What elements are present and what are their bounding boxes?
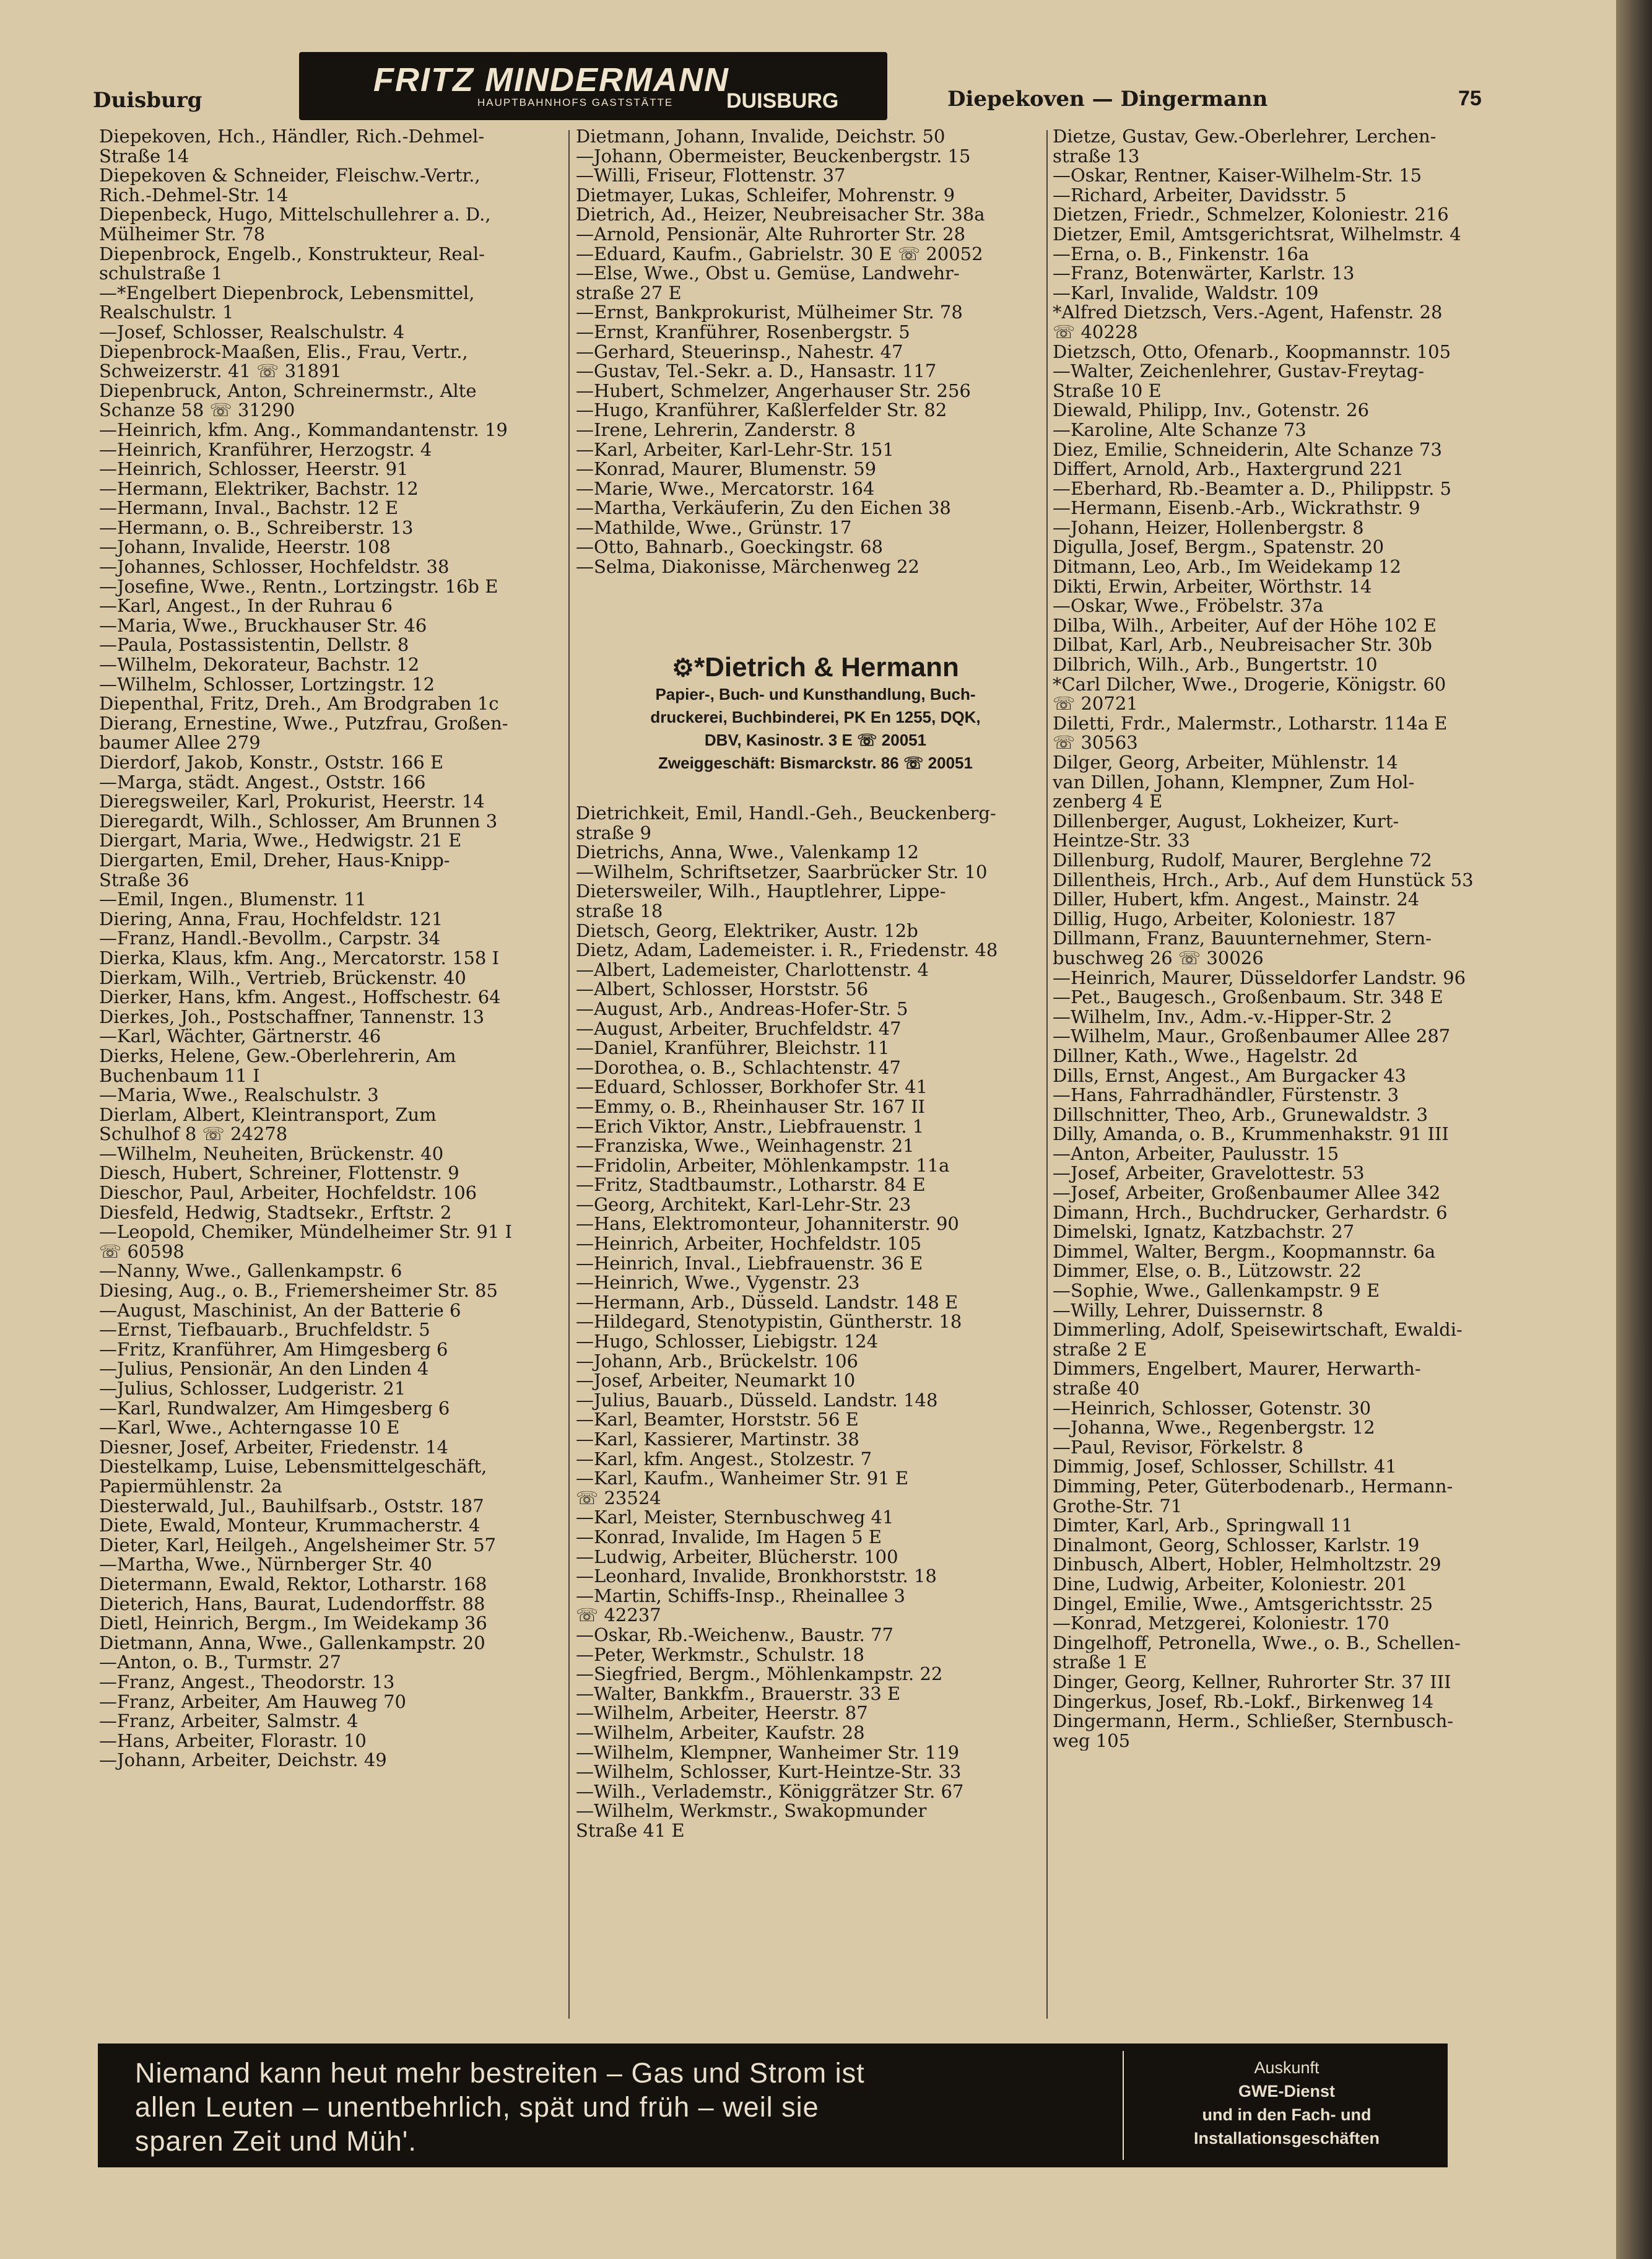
directory-entry-line: Dimmerling, Adolf, Speisewirtschaft, Ewaldi- <box>1053 1320 1463 1340</box>
directory-entry-line: —Karl, Angest., In der Ruhrau 6 <box>99 596 393 616</box>
directory-entry-line: Dietzer, Emil, Amtsgerichtsrat, Wilhelmstr. 4 <box>1053 224 1461 245</box>
directory-entry-line: —Karl, Kassierer, Martinstr. 38 <box>576 1430 859 1450</box>
directory-entry-line: Diesner, Josef, Arbeiter, Friedenstr. 14 <box>99 1437 448 1458</box>
slogan-line: Niemand kann heut mehr bestreiten – Gas und Strom ist <box>135 2057 865 2089</box>
directory-entry-line: —Wilhelm, Schlosser, Kurt-Heintze-Str. 33 <box>576 1762 962 1782</box>
directory-entry-line: —Emil, Ingen., Blumenstr. 11 <box>99 890 367 910</box>
directory-entry-line: ☏ 23524 <box>576 1488 661 1508</box>
directory-entry-line: Dierlam, Albert, Kleintransport, Zum <box>99 1105 437 1125</box>
directory-entry-line: Dietermann, Ewald, Rektor, Lotharstr. 168 <box>99 1574 487 1595</box>
directory-entry-line: —Eduard, Schlosser, Borkhofer Str. 41 <box>576 1077 928 1097</box>
directory-entry-line: Dierkes, Joh., Postschaffner, Tannenstr. 13 <box>99 1007 485 1027</box>
directory-entry-line: —Hans, Arbeiter, Florastr. 10 <box>99 1731 367 1751</box>
directory-entry-line: —Hubert, Schmelzer, Angerhauser Str. 256 <box>576 381 971 401</box>
directory-entry-line: —Selma, Diakonisse, Märchenweg 22 <box>576 557 919 577</box>
directory-entry-line: ☏ 60598 <box>99 1242 185 1262</box>
directory-entry-line: —Karl, kfm. Angest., Stolzestr. 7 <box>576 1449 872 1469</box>
directory-entry-line: —Leonhard, Invalide, Bronkhorststr. 18 <box>576 1567 937 1587</box>
directory-entry-line: —Maria, Wwe., Realschulstr. 3 <box>99 1086 379 1105</box>
directory-entry-line: —Julius, Pensionär, An den Linden 4 <box>99 1359 429 1379</box>
directory-entry-line: Dieschor, Paul, Arbeiter, Hochfeldstr. 106 <box>99 1183 477 1203</box>
directory-entry-line: —Marga, städt. Angest., Oststr. 166 <box>99 772 426 793</box>
directory-entry-line: —Gerhard, Steuerinsp., Nahestr. 47 <box>576 342 903 362</box>
directory-entry-line: Dillig, Hugo, Arbeiter, Koloniestr. 187 <box>1053 909 1396 929</box>
directory-entry-line: Diletti, Frdr., Malermstr., Lotharstr. 114a E <box>1053 713 1448 734</box>
directory-entry-line: —Hermann, Eisenb.-Arb., Wickrathstr. 9 <box>1053 498 1420 518</box>
directory-entry-line: —Erich Viktor, Anstr., Liebfrauenstr. 1 <box>576 1116 924 1137</box>
banner-name: FRITZ MINDERMANN <box>373 61 729 98</box>
directory-entry-line: —Wilhelm, Arbeiter, Heerstr. 87 <box>576 1704 868 1723</box>
directory-entry-line: Dimmer, Else, o. B., Lützowstr. 22 <box>1053 1261 1362 1282</box>
directory-entry-line: Dietrich, Ad., Heizer, Neubreisacher Str. 38a <box>576 205 985 225</box>
directory-entry-line: straße 27 E <box>576 283 682 303</box>
directory-entry-line: —Ernst, Tiefbauarb., Bruchfeldstr. 5 <box>99 1320 430 1340</box>
directory-entry-line: Dietzen, Friedr., Schmelzer, Koloniestr. 216 <box>1053 205 1449 225</box>
directory-entry-line: —Heinrich, Kranführer, Herzogstr. 4 <box>99 440 432 460</box>
directory-entry-line: —Wilh., Verlademstr., Königgrätzer Str. 67 <box>576 1782 964 1802</box>
directory-entry-line: Grothe-Str. 71 <box>1053 1496 1183 1517</box>
directory-entry-line: Dilly, Amanda, o. B., Krummenhakstr. 91 III <box>1053 1125 1449 1144</box>
directory-entry-line: —Eberhard, Rb.-Beamter a. D., Philippstr. 5 <box>1053 479 1452 499</box>
directory-entry-line: Diepenbrock, Engelb., Konstrukteur, Real- <box>99 244 485 264</box>
directory-entry-line: —Karl, Rundwalzer, Am Himgesberg 6 <box>99 1398 450 1419</box>
directory-entry-line: —Nanny, Wwe., Gallenkampstr. 6 <box>99 1261 402 1282</box>
directory-entry-line: *Alfred Dietzsch, Vers.-Agent, Hafenstr. 28 <box>1053 303 1443 323</box>
directory-entry-line: —Hildegard, Stenotypistin, Güntherstr. 18 <box>576 1312 962 1333</box>
slogan-line: sparen Zeit und Müh'. <box>135 2125 417 2157</box>
directory-entry-line: Dimann, Hrch., Buchdrucker, Gerhardstr. 6 <box>1053 1203 1448 1223</box>
directory-entry-line: —Josef, Schlosser, Realschulstr. 4 <box>99 322 405 342</box>
directory-entry-line: straße 9 <box>576 823 651 843</box>
directory-entry-line: —Karl, Wwe., Achterngasse 10 E <box>99 1418 400 1438</box>
directory-entry-line: ☏ 20721 <box>1053 694 1138 714</box>
directory-entry-line: Schweizerstr. 41 ☏ 31891 <box>99 362 342 381</box>
directory-entry-line: —Josef, Arbeiter, Gravelottestr. 53 <box>1053 1164 1365 1184</box>
directory-entry-line: Dietze, Gustav, Gew.-Oberlehrer, Lerchen- <box>1053 127 1437 147</box>
directory-entry-line: —Johanna, Wwe., Regenbergstr. 12 <box>1053 1418 1375 1438</box>
directory-entry-line: —Willi, Friseur, Flottenstr. 37 <box>576 166 846 186</box>
directory-entry-line: Dierkam, Wilh., Vertrieb, Brückenstr. 40 <box>99 968 466 988</box>
directory-entry-line: Dieterich, Hans, Baurat, Ludendorffstr. 88 <box>99 1594 485 1614</box>
directory-entry-line: —Pet., Baugesch., Großenbaum. Str. 348 E <box>1053 988 1443 1008</box>
directory-entry-line: Diesing, Aug., o. B., Friemersheimer Str. 85 <box>99 1281 498 1301</box>
directory-entry-line: Dinbusch, Albert, Hobler, Helmholtzstr. 29 <box>1053 1555 1441 1575</box>
directory-entry-line: Dingermann, Herm., Schließer, Sternbusch- <box>1053 1712 1454 1731</box>
directory-entry-line: —Heinrich, Inval., Liebfrauenstr. 36 E <box>576 1253 923 1274</box>
directory-entry-line: —Erna, o. B., Finkenstr. 16a <box>1053 244 1310 264</box>
directory-entry-line: Diepekoven & Schneider, Fleischw.-Vertr., <box>99 166 480 186</box>
directory-entry-line: —Walter, Bankkfm., Brauerstr. 33 E <box>576 1684 901 1704</box>
directory-entry-line: —Josefine, Wwe., Rentn., Lortzingstr. 16b E <box>99 577 498 597</box>
directory-entry-line: buschweg 26 ☏ 30026 <box>1053 948 1264 968</box>
directory-entry-line: Diete, Ewald, Monteur, Krummacherstr. 4 <box>99 1516 480 1536</box>
directory-entry-line: Rich.-Dehmel-Str. 14 <box>99 185 289 206</box>
directory-entry-line: —Anton, o. B., Turmstr. 27 <box>99 1653 342 1673</box>
slogan-line: allen Leuten – unentbehrlich, spät und früh – weil sie <box>135 2091 819 2123</box>
directory-entry-line: —Josef, Arbeiter, Großenbaumer Allee 342 <box>1053 1183 1441 1203</box>
directory-entry-line: Diepenthal, Fritz, Dreh., Am Brodgraben 1c <box>99 694 499 714</box>
directory-entry-line: Diez, Emilie, Schneiderin, Alte Schanze 73 <box>1053 440 1442 460</box>
directory-entry-line: Dilbat, Karl, Arb., Neubreisacher Str. 30b <box>1053 635 1432 656</box>
directory-entry-line: Straße 10 E <box>1053 381 1162 401</box>
directory-entry-line: Dietsch, Georg, Elektriker, Austr. 12b <box>576 921 918 941</box>
directory-entry-line: —Franz, Arbeiter, Am Hauweg 70 <box>99 1692 406 1712</box>
directory-entry-line: Dillschnitter, Theo, Arb., Grunewaldstr. 3 <box>1053 1105 1428 1125</box>
directory-entry-line: Straße 36 <box>99 870 189 890</box>
directory-entry-line: Dieregardt, Wilh., Schlosser, Am Brunnen 3 <box>99 811 498 832</box>
column-2-continued <box>576 804 1056 1840</box>
info-line: GWE-Dienst <box>1238 2082 1335 2100</box>
directory-entry-line: Dimmers, Engelbert, Maurer, Herwarth- <box>1053 1359 1421 1379</box>
directory-entry-line: Dingelhoff, Petronella, Wwe., o. B., Schellen- <box>1053 1633 1461 1653</box>
directory-entry-line: straße 40 <box>1053 1379 1140 1399</box>
column-2 <box>576 127 1056 577</box>
header-ad-banner <box>299 52 887 120</box>
directory-entry-line: —Johann, Arbeiter, Deichstr. 49 <box>99 1751 387 1770</box>
ad-title <box>577 652 1054 683</box>
footer-info <box>1132 2056 1441 2150</box>
directory-entry-line: Dierdorf, Jakob, Konstr., Oststr. 166 E <box>99 753 444 773</box>
directory-entry-line: —Peter, Werkmstr., Schulstr. 18 <box>576 1645 864 1665</box>
directory-entry-line: —Siegfried, Bergm., Möhlenkampstr. 22 <box>576 1665 943 1684</box>
directory-entry-line: —Karl, Meister, Sternbuschweg 41 <box>576 1508 894 1528</box>
directory-entry-line: —Franziska, Wwe., Weinhagenstr. 21 <box>576 1136 915 1156</box>
gear-icon: ⚙ <box>672 655 694 682</box>
directory-entry-line: Dietmayer, Lukas, Schleifer, Mohrenstr. 9 <box>576 185 955 206</box>
directory-entry-line: —Hermann, o. B., Schreiberstr. 13 <box>99 518 414 538</box>
ad-line: DBV, Kasinostr. 3 E ☏ 20051 <box>704 731 927 749</box>
directory-entry-line: —Heinrich, Wwe., Vygenstr. 23 <box>576 1273 860 1293</box>
directory-entry-line: Straße 14 <box>99 146 189 167</box>
directory-entry-line: Dillentheis, Hrch., Arb., Auf dem Hunstück 53 <box>1053 870 1474 890</box>
directory-entry-line: Dilba, Wilh., Arbeiter, Auf der Höhe 102 E <box>1053 616 1437 636</box>
directory-entry-line: Dierker, Hans, kfm. Angest., Hoffschestr. 64 <box>99 988 501 1008</box>
directory-entry-line: Diergarten, Emil, Dreher, Haus-Knipp- <box>99 850 450 871</box>
directory-entry-line: —Mathilde, Wwe., Grünstr. 17 <box>576 518 852 538</box>
directory-entry-line: —Wilhelm, Inv., Adm.-v.-Hipper-Str. 2 <box>1053 1007 1393 1027</box>
directory-entry-line: —Else, Wwe., Obst u. Gemüse, Landwehr- <box>576 264 960 284</box>
directory-entry-line: Diergart, Maria, Wwe., Hedwigstr. 21 E <box>99 831 462 851</box>
directory-entry-line: —Hans, Elektromonteur, Johanniterstr. 90 <box>576 1214 959 1235</box>
directory-entry-line: Schanze 58 ☏ 31290 <box>99 401 295 420</box>
directory-entry-line: straße 18 <box>576 901 663 921</box>
business-advertisement <box>577 647 1054 794</box>
directory-entry-line: ☏ 42237 <box>576 1606 661 1626</box>
directory-entry-line: —Franz, Botenwärter, Karlstr. 13 <box>1053 264 1355 284</box>
directory-entry-line: —Marie, Wwe., Mercatorstr. 164 <box>576 479 875 499</box>
directory-entry-line: ☏ 40228 <box>1053 322 1138 342</box>
directory-entry-line: —Franz, Handl.-Bevollm., Carpstr. 34 <box>99 929 441 949</box>
directory-entry-line: straße 2 E <box>1053 1339 1147 1360</box>
directory-entry-line: —Oskar, Wwe., Fröbelstr. 37a <box>1053 596 1324 616</box>
directory-entry-line: —Oskar, Rb.-Weichenw., Baustr. 77 <box>576 1625 893 1645</box>
directory-entry-line: —Franz, Angest., Theodorstr. 13 <box>99 1672 395 1692</box>
directory-entry-line: —August, Arb., Andreas-Hofer-Str. 5 <box>576 999 908 1019</box>
directory-entry-line: Dinger, Georg, Kellner, Ruhrorter Str. 37 III <box>1053 1672 1451 1692</box>
directory-entry-line: —Ludwig, Arbeiter, Blücherstr. 100 <box>576 1547 898 1567</box>
directory-entry-line: Dine, Ludwig, Arbeiter, Koloniestr. 201 <box>1053 1574 1408 1595</box>
directory-entry-line: Dietl, Heinrich, Bergm., Im Weidekamp 36 <box>99 1614 487 1634</box>
directory-entry-line: Dietz, Adam, Lademeister. i. R., Friedenstr. 48 <box>576 941 998 960</box>
directory-entry-line: —Wilhelm, Schlosser, Lortzingstr. 12 <box>99 674 435 695</box>
directory-entry-line: Dietersweiler, Wilh., Hauptlehrer, Lippe- <box>576 882 946 902</box>
directory-entry-line: Digulla, Josef, Bergm., Spatenstr. 20 <box>1053 538 1385 558</box>
directory-entry-line: Ditmann, Leo, Arb., Im Weidekamp 12 <box>1053 557 1401 577</box>
banner-city: DUISBURG <box>726 89 839 113</box>
directory-entry-line: Dietrichs, Anna, Wwe., Valenkamp 12 <box>576 843 919 863</box>
directory-entry-line: Diesfeld, Hedwig, Stadtsekr., Erftstr. 2 <box>99 1203 452 1223</box>
directory-entry-line: Dillmann, Franz, Bauunternehmer, Stern- <box>1053 929 1432 949</box>
directory-entry-line: —Johann, Obermeister, Beuckenbergstr. 15 <box>576 146 971 167</box>
directory-entry-line: —Karl, Wächter, Gärtnerstr. 46 <box>99 1027 381 1047</box>
footer-divider <box>1123 2051 1124 2160</box>
directory-entry-line: —Karl, Arbeiter, Karl-Lehr-Str. 151 <box>576 440 894 460</box>
directory-entry-line: Dieregsweiler, Karl, Prokurist, Heerstr. 14 <box>99 792 485 812</box>
ad-company-name: *Dietrich & Hermann <box>693 652 959 682</box>
directory-entry-line: Dillenburg, Rudolf, Maurer, Berglehne 72 <box>1053 850 1432 871</box>
column-3 <box>1053 127 1532 1751</box>
directory-entry-line: Dinalmont, Georg, Schlosser, Karlstr. 19 <box>1053 1535 1420 1556</box>
directory-entry-line: —Irene, Lehrerin, Zanderstr. 8 <box>576 420 856 440</box>
directory-entry-line: —Julius, Schlosser, Ludgeristr. 21 <box>99 1379 406 1399</box>
directory-entry-line: —Oskar, Rentner, Kaiser-Wilhelm-Str. 15 <box>1053 166 1422 186</box>
directory-entry-line: —Heinrich, Maurer, Düsseldorfer Landstr. 96 <box>1053 968 1466 988</box>
directory-entry-line: —Franz, Arbeiter, Salmstr. 4 <box>99 1712 359 1731</box>
footer-advertisement <box>98 2044 1448 2167</box>
directory-entry-line: —Albert, Lademeister, Charlottenstr. 4 <box>576 960 929 980</box>
directory-entry-line: —August, Arbeiter, Bruchfeldstr. 47 <box>576 1019 902 1039</box>
directory-entry-line: —August, Maschinist, An der Batterie 6 <box>99 1300 461 1321</box>
header-range: Diepekoven — Dingermann <box>947 87 1268 111</box>
directory-entry-line: —Heinrich, Arbeiter, Hochfeldstr. 105 <box>576 1234 922 1254</box>
directory-entry-line: —Heinrich, Schlosser, Heerstr. 91 <box>99 459 409 479</box>
directory-entry-line: —Karoline, Alte Schanze 73 <box>1053 420 1306 440</box>
directory-entry-line: Buchenbaum 11 I <box>99 1066 260 1086</box>
directory-entry-line: —Hermann, Elektriker, Bachstr. 12 <box>99 479 419 499</box>
directory-entry-line: Dietmann, Anna, Wwe., Gallenkampstr. 20 <box>99 1633 485 1653</box>
directory-entry-line: —Sophie, Wwe., Gallenkampstr. 9 E <box>1053 1281 1380 1301</box>
directory-entry-line: Dills, Ernst, Angest., Am Burgacker 43 <box>1053 1066 1406 1086</box>
directory-entry-line: —Johann, Invalide, Heerstr. 108 <box>99 538 391 558</box>
directory-entry-line: Papiermühlenstr. 2a <box>99 1476 282 1497</box>
info-line: Auskunft <box>1254 2058 1319 2077</box>
directory-entry-line: Diller, Hubert, kfm. Angest., Mainstr. 24 <box>1053 890 1420 910</box>
directory-entry-line: Dingel, Emilie, Wwe., Amtsgerichtsstr. 25 <box>1053 1594 1433 1614</box>
directory-entry-line: Diepenbruck, Anton, Schreinermstr., Alte <box>99 381 477 401</box>
directory-entry-line: —Hugo, Kranführer, Kaßlerfelder Str. 82 <box>576 401 947 420</box>
directory-entry-line: —Heinrich, Schlosser, Gotenstr. 30 <box>1053 1398 1372 1419</box>
directory-entry-line: Diestelkamp, Luise, Lebensmittelgeschäft, <box>99 1457 487 1477</box>
directory-entry-line: —Wilhelm, Neuheiten, Brückenstr. 40 <box>99 1144 444 1164</box>
header-city: Duisburg <box>93 88 202 113</box>
directory-entry-line: Dietmann, Johann, Invalide, Deichstr. 50 <box>576 127 946 147</box>
directory-entry-line: Dillenberger, August, Lokheizer, Kurt- <box>1053 811 1399 832</box>
directory-entry-line: —Martha, Verkäuferin, Zu den Eichen 38 <box>576 498 951 518</box>
directory-entry-line: —Konrad, Maurer, Blumenstr. 59 <box>576 459 877 479</box>
directory-entry-line: Diepenbrock-Maaßen, Elis., Frau, Vertr., <box>99 342 468 362</box>
directory-entry-line: Dimming, Peter, Güterbodenarb., Hermann- <box>1053 1476 1453 1497</box>
directory-entry-line: —Wilhelm, Klempner, Wanheimer Str. 119 <box>576 1743 960 1763</box>
directory-entry-line: zenberg 4 E <box>1053 792 1163 812</box>
directory-entry-line: schulstraße 1 <box>99 264 223 284</box>
info-line: Installationsgeschäften <box>1193 2129 1380 2148</box>
banner-subtitle: HAUPTBAHNHOFS GASTSTÄTTE <box>477 97 674 108</box>
directory-entry-line: Dimter, Karl, Arb., Springwall 11 <box>1053 1516 1354 1536</box>
directory-entry-line: —Fritz, Kranführer, Am Himgesberg 6 <box>99 1339 448 1360</box>
ad-line: Zweiggeschäft: Bismarckstr. 86 ☏ 20051 <box>658 754 973 772</box>
directory-entry-line: straße 1 E <box>1053 1653 1147 1673</box>
directory-entry-line: Diepekoven, Hch., Händler, Rich.-Dehmel- <box>99 127 485 147</box>
directory-entry-line: —Willy, Lehrer, Duissernstr. 8 <box>1053 1300 1324 1321</box>
directory-entry-line: —Martha, Wwe., Nürnberger Str. 40 <box>99 1555 432 1575</box>
directory-entry-line: Straße 41 E <box>576 1821 685 1841</box>
directory-entry-line: —*Engelbert Diepenbrock, Lebensmittel, <box>99 283 475 303</box>
directory-entry-line: —Richard, Arbeiter, Davidsstr. 5 <box>1053 185 1347 206</box>
ad-line: druckerei, Buchbinderei, PK En 1255, DQK, <box>650 708 981 726</box>
directory-entry-line: —Georg, Architekt, Karl-Lehr-Str. 23 <box>576 1195 911 1215</box>
directory-entry-line: Realschulstr. 1 <box>99 303 234 323</box>
column-1 <box>99 127 579 1770</box>
directory-entry-line: —Daniel, Kranführer, Bleichstr. 11 <box>576 1038 890 1058</box>
directory-entry-line: —Ernst, Bankprokurist, Mülheimer Str. 78 <box>576 303 963 323</box>
directory-entry-line: Dierks, Helene, Gew.-Oberlehrerin, Am <box>99 1046 456 1066</box>
directory-entry-line: Dimelski, Ignatz, Katzbachstr. 27 <box>1053 1222 1355 1242</box>
directory-entry-line: Dingerkus, Josef, Rb.-Lokf., Birkenweg 14 <box>1053 1692 1434 1712</box>
directory-entry-line: ☏ 30563 <box>1053 733 1138 753</box>
directory-entry-line: —Wilhelm, Maur., Großenbaumer Allee 287 <box>1053 1027 1451 1047</box>
directory-entry-line: —Maria, Wwe., Bruckhauser Str. 46 <box>99 616 427 636</box>
directory-entry-line: —Johann, Heizer, Hollenbergstr. 8 <box>1053 518 1364 538</box>
directory-entry-line: —Wilhelm, Schriftsetzer, Saarbrücker Str. 10 <box>576 862 988 882</box>
directory-entry-line: —Konrad, Invalide, Im Hagen 5 E <box>576 1527 882 1547</box>
directory-entry-line: straße 13 <box>1053 146 1140 167</box>
directory-entry-line: Dietrichkeit, Emil, Handl.-Geh., Beuckenberg- <box>576 804 996 824</box>
directory-entry-line: —Josef, Arbeiter, Neumarkt 10 <box>576 1371 856 1391</box>
directory-entry-line: —Dorothea, o. B., Schlachtenstr. 47 <box>576 1058 901 1078</box>
directory-entry-line: —Martin, Schiffs-Insp., Rheinallee 3 <box>576 1586 905 1606</box>
directory-entry-line: —Karl, Invalide, Waldstr. 109 <box>1053 283 1319 303</box>
directory-entry-line: weg 105 <box>1053 1731 1131 1751</box>
directory-entry-line: —Walter, Zeichenlehrer, Gustav-Freytag- <box>1053 362 1425 381</box>
directory-entry-line: Mülheimer Str. 78 <box>99 224 266 245</box>
directory-entry-line: —Konrad, Metzgerei, Koloniestr. 170 <box>1053 1614 1389 1634</box>
directory-entry-line: Diewald, Philipp, Inv., Gotenstr. 26 <box>1053 401 1370 420</box>
directory-entry-line: —Ernst, Kranführer, Rosenbergstr. 5 <box>576 322 910 342</box>
directory-entry-line: —Karl, Kaufm., Wanheimer Str. 91 E <box>576 1469 909 1489</box>
directory-entry-line: —Johannes, Schlosser, Hochfeldstr. 38 <box>99 557 450 577</box>
directory-entry-line: —Paula, Postassistentin, Dellstr. 8 <box>99 635 409 656</box>
directory-entry-line: —Heinrich, kfm. Ang., Kommandantenstr. 19 <box>99 420 508 440</box>
directory-entry-line: Dierka, Klaus, kfm. Ang., Mercatorstr. 158 I <box>99 948 500 968</box>
directory-entry-line: —Karl, Beamter, Horststr. 56 E <box>576 1410 859 1430</box>
directory-entry-line: Dillner, Kath., Wwe., Hagelstr. 2d <box>1053 1046 1358 1066</box>
directory-entry-line: —Hermann, Inval., Bachstr. 12 E <box>99 498 399 518</box>
directory-entry-line: Diesterwald, Jul., Bauhilfsarb., Oststr. 187 <box>99 1496 484 1517</box>
directory-entry-line: Dimmig, Josef, Schlosser, Schillstr. 41 <box>1053 1457 1397 1477</box>
directory-entry-line: —Leopold, Chemiker, Mündelheimer Str. 91 I <box>99 1222 512 1242</box>
directory-entry-line: Dilger, Georg, Arbeiter, Mühlenstr. 14 <box>1053 753 1398 773</box>
directory-entry-line: Schulhof 8 ☏ 24278 <box>99 1125 288 1144</box>
directory-entry-line: Diering, Anna, Frau, Hochfeldstr. 121 <box>99 909 443 929</box>
directory-entry-line: Dieter, Karl, Heilgeh., Angelsheimer Str. 57 <box>99 1535 497 1556</box>
directory-entry-line: —Fridolin, Arbeiter, Möhlenkampstr. 11a <box>576 1156 950 1176</box>
directory-entry-line: —Otto, Bahnarb., Goeckingstr. 68 <box>576 538 883 558</box>
directory-entry-line: —Arnold, Pensionär, Alte Ruhrorter Str. 28 <box>576 224 966 245</box>
directory-entry-line: Heintze-Str. 33 <box>1053 831 1190 851</box>
directory-entry-line: —Hermann, Arb., Düsseld. Landstr. 148 E <box>576 1292 959 1313</box>
directory-entry-line: Differt, Arnold, Arb., Haxtergrund 221 <box>1053 459 1404 479</box>
directory-entry-line: —Hans, Fahrradhändler, Fürstenstr. 3 <box>1053 1086 1399 1105</box>
directory-entry-line: Dilbrich, Wilh., Arb., Bungertstr. 10 <box>1053 655 1378 675</box>
footer-slogan <box>135 2056 1126 2158</box>
directory-entry-line: —Hugo, Schlosser, Liebigstr. 124 <box>576 1332 879 1352</box>
directory-entry-line: Diepenbeck, Hugo, Mittelschullehrer a. D., <box>99 205 491 225</box>
directory-entry-line: —Wilhelm, Dekorateur, Bachstr. 12 <box>99 655 420 675</box>
directory-entry-line: Dikti, Erwin, Arbeiter, Wörthstr. 14 <box>1053 577 1372 597</box>
directory-entry-line: —Paul, Revisor, Förkelstr. 8 <box>1053 1437 1303 1458</box>
directory-entry-line: —Eduard, Kaufm., Gabrielstr. 30 E ☏ 20052 <box>576 244 983 264</box>
directory-entry-line: Dimmel, Walter, Bergm., Koopmannstr. 6a <box>1053 1242 1436 1262</box>
directory-entry-line: —Albert, Schlosser, Horststr. 56 <box>576 980 869 999</box>
directory-entry-line: —Julius, Bauarb., Düsseld. Landstr. 148 <box>576 1390 938 1411</box>
directory-entry-line: —Fritz, Stadtbaumstr., Lotharstr. 84 E <box>576 1175 926 1195</box>
directory-entry-line: Diesch, Hubert, Schreiner, Flottenstr. 9 <box>99 1164 459 1184</box>
directory-entry-line: van Dillen, Johann, Klempner, Zum Hol- <box>1053 772 1415 793</box>
directory-entry-line: —Johann, Arb., Brückelstr. 106 <box>576 1351 858 1372</box>
directory-entry-line: —Wilhelm, Werkmstr., Swakopmunder <box>576 1801 927 1821</box>
directory-entry-line: —Emmy, o. B., Rheinhauser Str. 167 II <box>576 1097 925 1117</box>
directory-entry-line: Dierang, Ernestine, Wwe., Putzfrau, Großen- <box>99 713 508 734</box>
directory-entry-line: —Wilhelm, Arbeiter, Kaufstr. 28 <box>576 1723 865 1743</box>
directory-entry-line: —Anton, Arbeiter, Paulusstr. 15 <box>1053 1144 1339 1164</box>
directory-entry-line: *Carl Dilcher, Wwe., Drogerie, Königstr. 60 <box>1053 674 1446 695</box>
directory-entry-line: —Gustav, Tel.-Sekr. a. D., Hansastr. 117 <box>576 362 937 381</box>
directory-entry-line: baumer Allee 279 <box>99 733 261 753</box>
page-number: 75 <box>1458 87 1482 110</box>
directory-entry-line: Dietzsch, Otto, Ofenarb., Koopmannstr. 105 <box>1053 342 1451 362</box>
ad-line: Papier-, Buch- und Kunsthandlung, Buch- <box>655 685 976 703</box>
info-line: und in den Fach- und <box>1202 2105 1372 2124</box>
